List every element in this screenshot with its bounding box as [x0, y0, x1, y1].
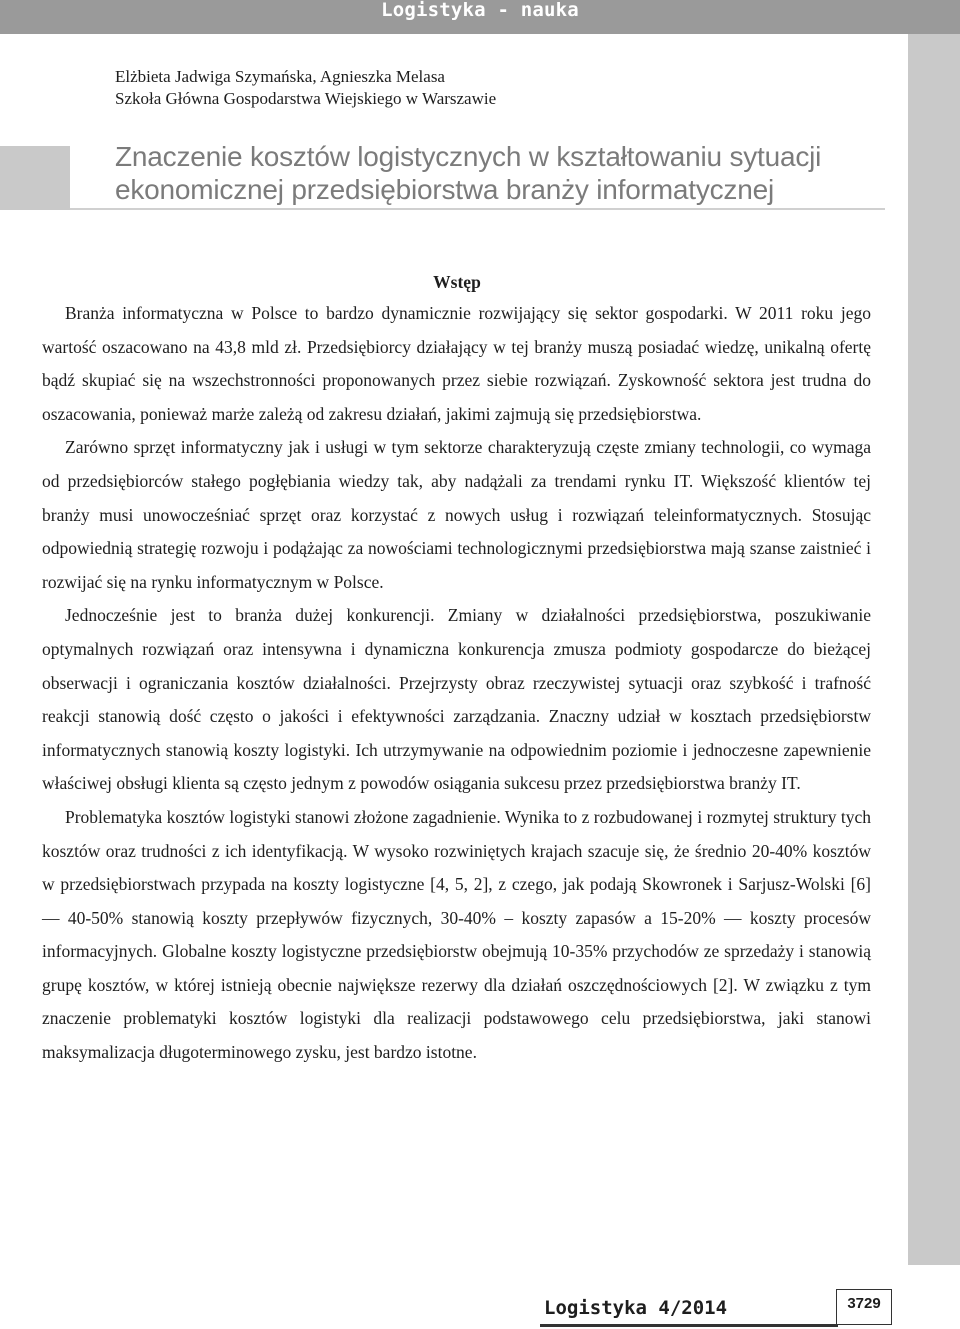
paragraph: Branża informatyczna w Polsce to bardzo dynamicznie rozwijający się sektor gospodarki. W 2011 roku jego wartość oszacowano na 43,8 mld zł. Przedsiębiorcy działający w tej branży muszą posiadać wiedzę, unikalną ofertę bądź skupiać się na wszechstronności proponowanych przez siebie rozwiązań. Zyskowność sektora jest trudna do oszacowania, ponieważ marże zależą od zakresu działań, jakimi zajmują się przedsiębiorstwa. [42, 303, 871, 424]
authors: Elżbieta Jadwiga Szymańska, Agnieszka Melasa [115, 67, 445, 86]
paragraph: Zarówno sprzęt informatyczny jak i usługi w tym sektorze charakteryzują częste zmiany technologii, co wymaga od przedsiębiorców stałego pogłębiania wiedzy tak, aby nadążali za trendami rynku IT. Większość klientów tej branży musi unowocześniać sprzęt oraz korzystać z nowych usług i rozwiązań teleinformatycznych. Stosując odpowiednią strategię rozwoju i podążając za nowościami technologicznymi przedsiębiorstwa mają szanse zaistnieć i rozwijać się na rynku informatycznym w Polsce. [42, 437, 871, 592]
title-rule [70, 208, 885, 210]
section-heading: Wstęp [433, 272, 481, 292]
article-title [115, 140, 895, 206]
journal-header-bar [0, 0, 960, 34]
paragraph: Problematyka kosztów logistyki stanowi złożone zagadnienie. Wynika to z rozbudowanej i rozmytej struktury tych kosztów oraz trudności z ich identyfikacją. W wysoko rozwiniętych krajach szacuje się, że średnio 20-40% kosztów w przedsiębiorstwach przypada na koszty logistyczne [4, 5, 2], z czego, jak podają Skowronek i Sarjusz-Wolski [6] — 40-50% stanowią koszty przepływów fizycznych, 30-40% – koszty zapasów a 15-20% — koszty procesów informacyjnych. Globalne koszty logistyczne przedsiębiorstw obejmują 10-35% przychodów ze sprzedaży i stanowią grupę kosztów, w której istnieją obecnie największe rezerwy dla działań oszczędnościowych [2]. W związku z tym znaczenie problematyki kosztów logistyki dla realizacji podstawowego celu przedsiębiorstwa, jaki stanowi maksymalizacja długoterminowego zysku, jest bardzo istotne. [42, 806, 871, 1063]
paragraph: Jednocześnie jest to branża dużej konkurencji. Zmiany w działalności przedsiębiorstwa, poszukiwanie optymalnych rozwiązań oraz intensywna i dynamiczna konkurencja zmusza podmioty gospodarcze do bieżącej obserwacji i ograniczania kosztów działalności. Przejrzysty obraz rzeczywistej sytuacji oraz szybkość i trafność reakcji stanowią dość często o jakości i efektywności zarządzania. Znaczny udział w kosztach przedsiębiorstw informatycznych stanowią koszty logistyki. Ich utrzymywanie na odpowiednim poziomie i jednoczesne zapewnienie właściwej obsługi klienta są często jednym z powodów osiągania sukcesu przez przedsiębiorstwa branży IT. [42, 605, 871, 794]
title-accent-block [0, 146, 70, 210]
page-number: 3729 [836, 1289, 892, 1325]
footer-journal-issue: Logistyka 4/2014 [544, 1297, 728, 1319]
right-margin-strip [908, 34, 960, 1265]
article-body [42, 297, 871, 1070]
journal-section-title: Logistyka - nauka [381, 0, 579, 21]
article-title-line: ekonomicznej przedsiębiorstwa branży informatycznej [115, 174, 774, 205]
author-block [115, 66, 496, 110]
article-title-line: Znaczenie kosztów logistycznych w kształtowaniu sytuacji [115, 141, 822, 172]
footer-rule [540, 1324, 838, 1327]
affiliation: Szkoła Główna Gospodarstwa Wiejskiego w Warszawie [115, 89, 497, 108]
